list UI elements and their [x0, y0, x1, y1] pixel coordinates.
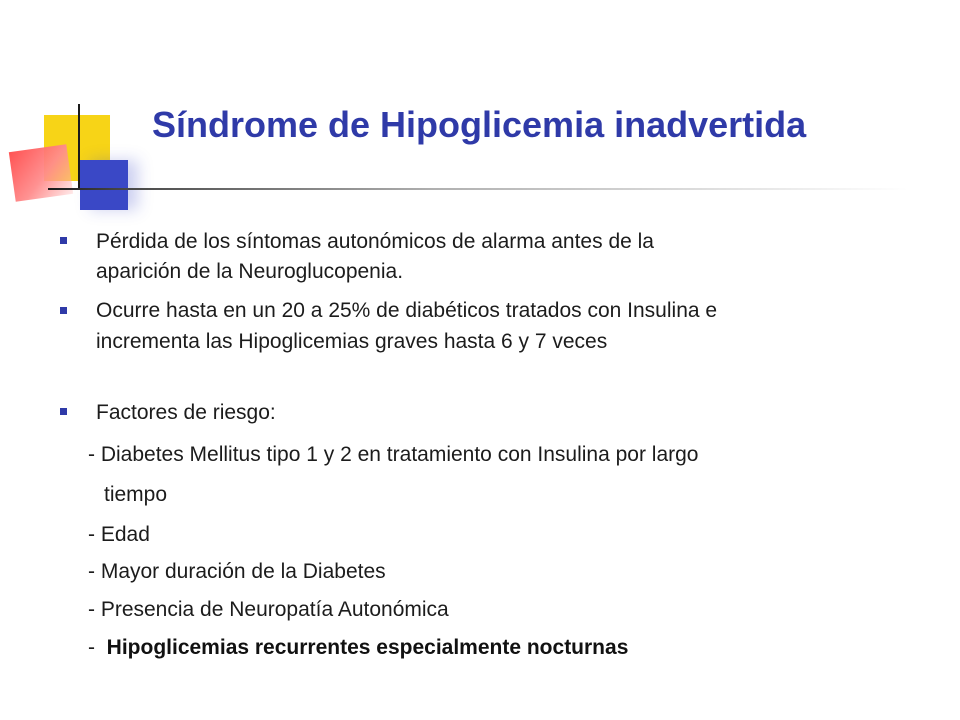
decor-blue-square	[80, 160, 128, 210]
risk-factor-dash: -	[88, 636, 107, 659]
decor-red-square	[9, 144, 73, 202]
risk-factor-item: - Presencia de Neuropatía Autonómica	[88, 598, 449, 621]
title-underline	[48, 188, 908, 190]
decor-vertical-line	[78, 104, 80, 190]
risk-factor-item-last	[88, 632, 628, 663]
risk-factor-emphasis: Hipoglicemias recurrentes especialmente nocturnas	[106, 636, 629, 659]
risk-factor-item: - Diabetes Mellitus tipo 1 y 2 en tratamiento con Insulina por largo	[88, 443, 699, 466]
bullet-marker	[60, 408, 67, 415]
risk-factor-item: - Mayor duración de la Diabetes	[88, 560, 386, 583]
bullet-2-line-2: incrementa las Hipoglicemias graves hasta 6 y 7 veces	[96, 330, 608, 353]
bullet-3-line-1: Factores de riesgo:	[96, 401, 276, 424]
bullet-1-line-2: aparición de la Neuroglucopenia.	[96, 260, 404, 283]
slide-title: Síndrome de Hipoglicemia inadvertida	[152, 104, 807, 145]
bullet-marker	[60, 307, 67, 314]
risk-factor-item-continuation: tiempo	[104, 483, 168, 506]
risk-factor-item: - Edad	[88, 523, 150, 546]
bullet-2-line-1: Ocurre hasta en un 20 a 25% de diabéticos tratados con Insulina e	[96, 299, 718, 322]
bullet-1-line-1: Pérdida de los síntomas autonómicos de alarma antes de la	[96, 230, 654, 253]
bullet-marker	[60, 237, 67, 244]
